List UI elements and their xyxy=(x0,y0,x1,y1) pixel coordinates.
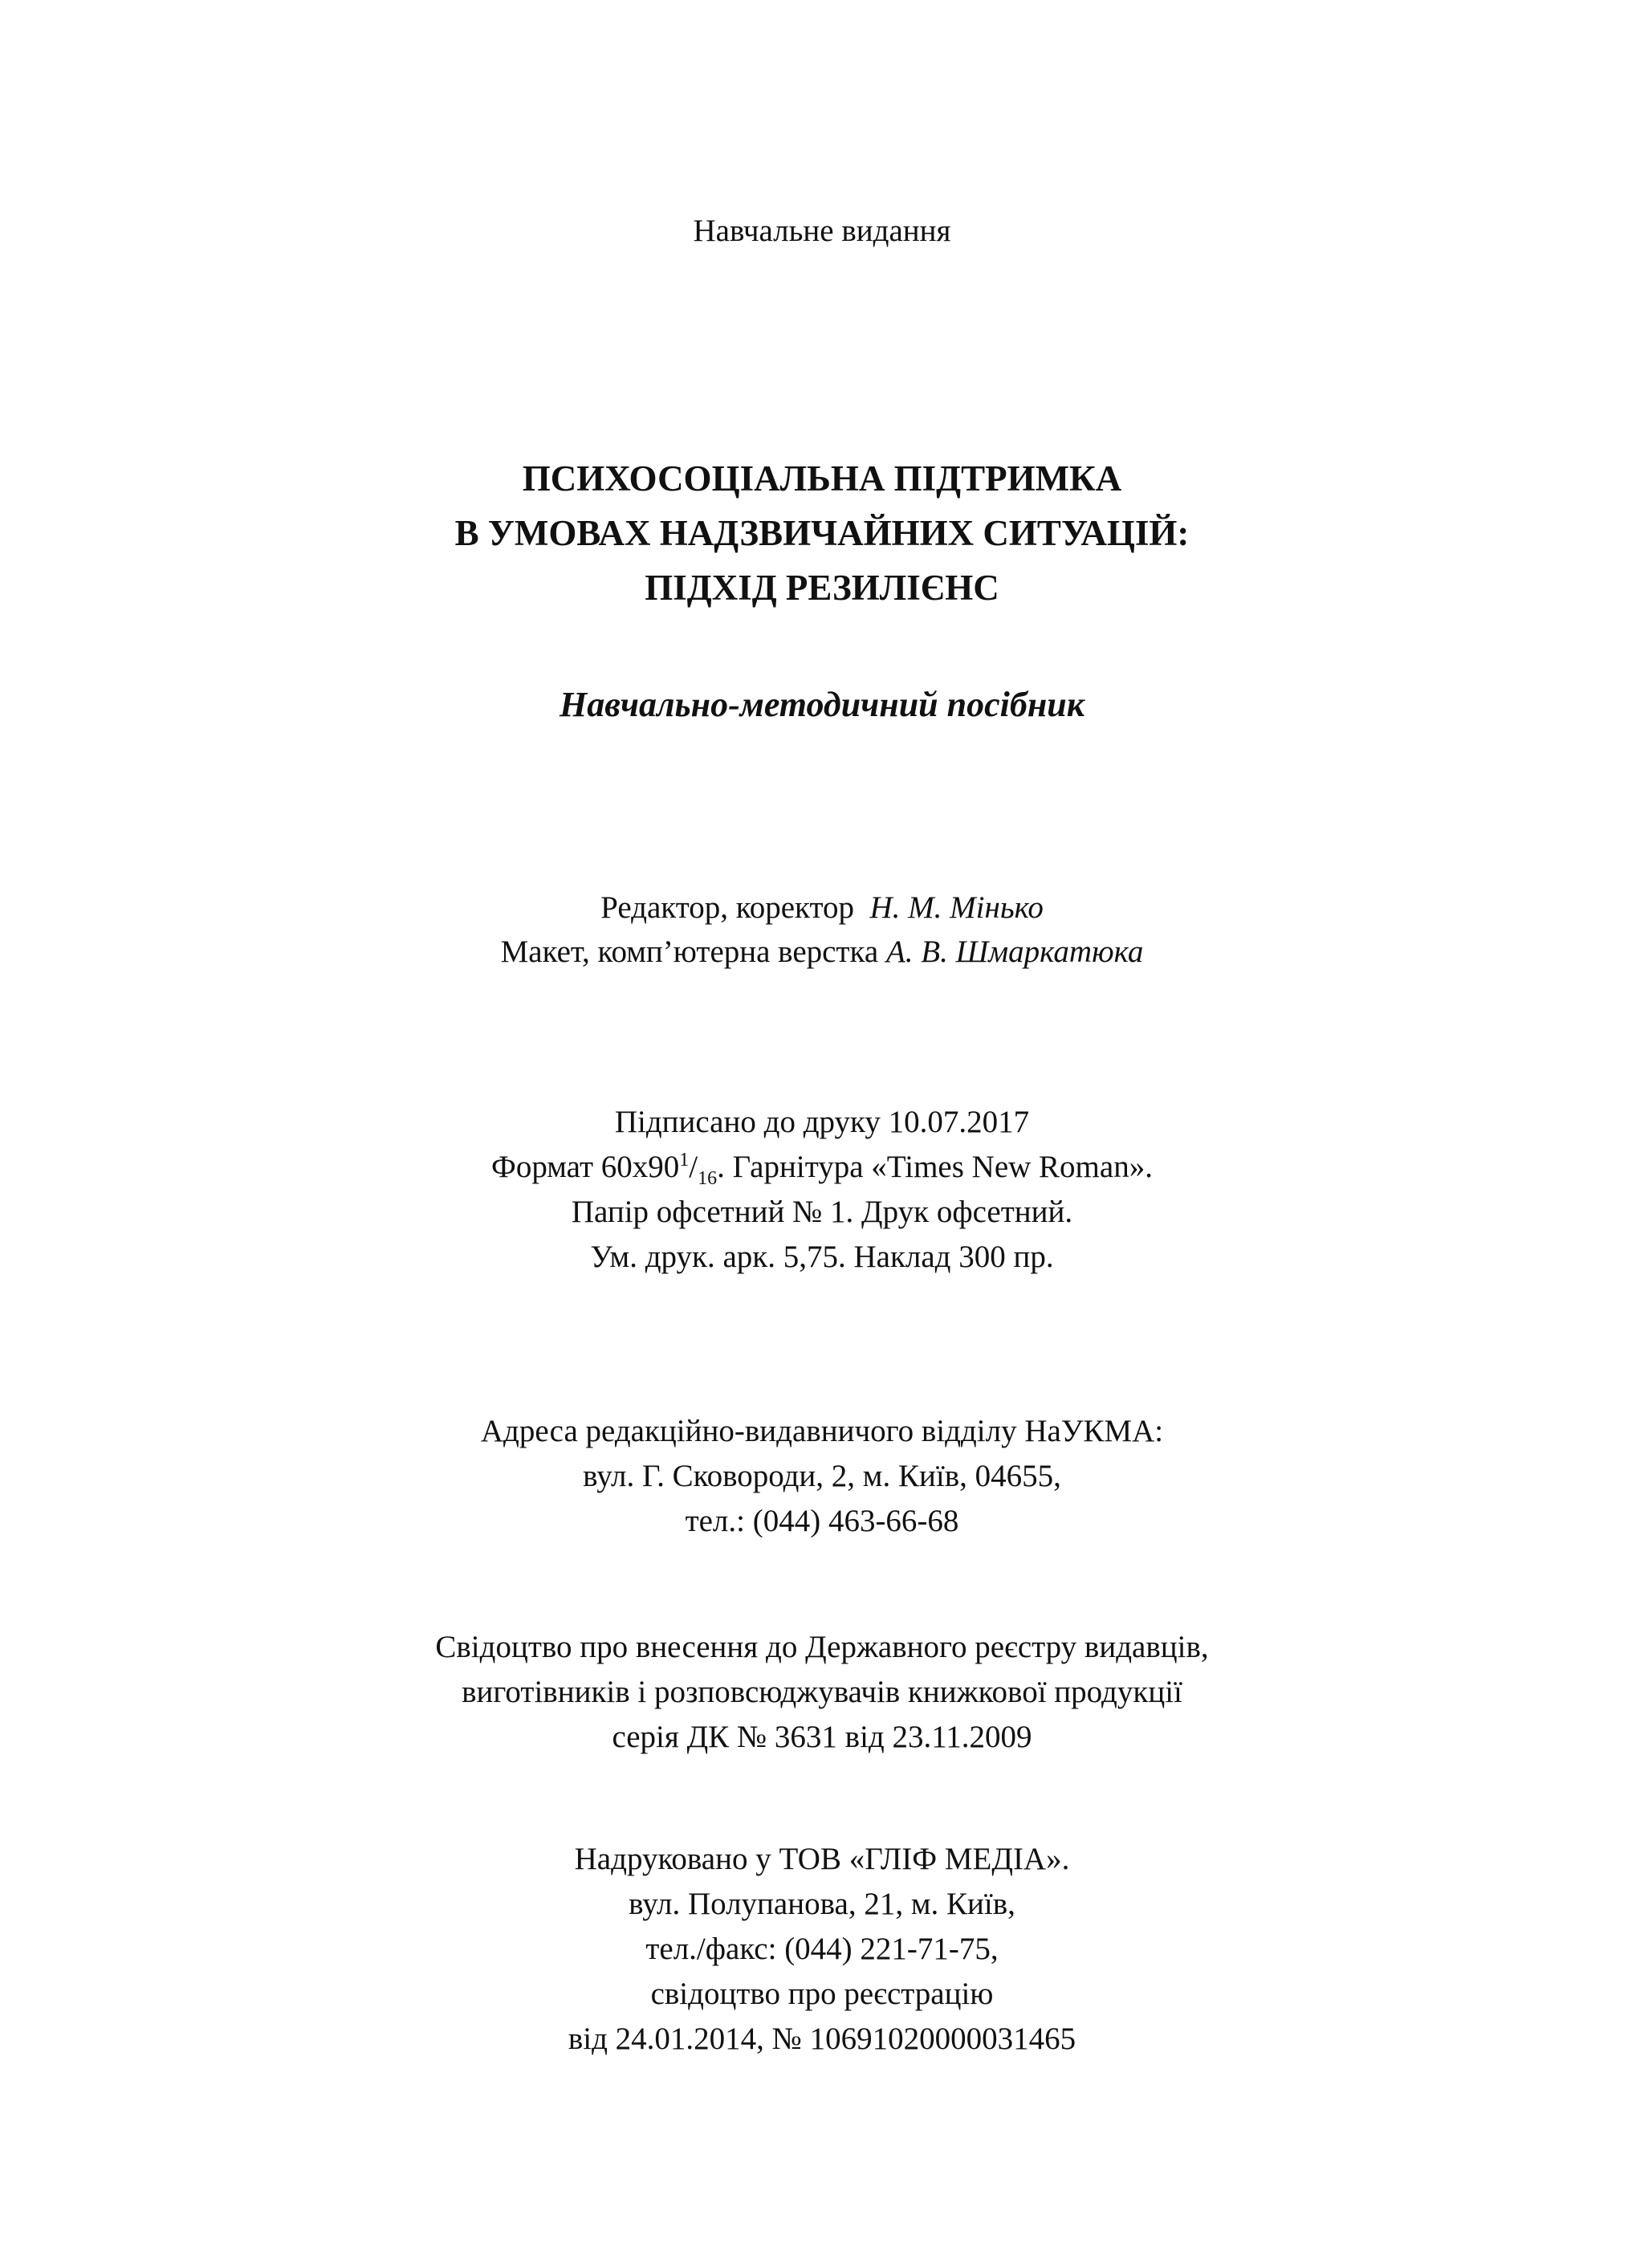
format-line xyxy=(0,1145,1644,1190)
layout-credit xyxy=(0,930,1644,974)
printer-line: вул. Полупанова, 21, м. Київ, xyxy=(629,1887,1015,1921)
publisher-address xyxy=(0,1409,1644,1544)
editor-credit xyxy=(0,886,1644,930)
editor-role: Редактор, коректор xyxy=(600,890,854,925)
edition-type-text: Навчальне видання xyxy=(693,214,951,248)
title-line: В УМОВАХ НАДЗВИЧАЙНИХ СИТУАЦІЙ: xyxy=(454,513,1190,553)
format-prefix: Формат 60х90 xyxy=(491,1150,680,1184)
printer-line: тел./факс: (044) 221-71-75, xyxy=(645,1932,999,1966)
title-line: ПІДХІД РЕЗИЛІЄНС xyxy=(645,568,999,608)
volume-info: Ум. друк. арк. 5,75. Наклад 300 пр. xyxy=(590,1240,1054,1274)
signed-date: Підписано до друку 10.07.2017 xyxy=(614,1105,1030,1139)
printer-line: від 24.01.2014, № 10691020000031465 xyxy=(568,2022,1076,2056)
editor-name: Н. М. Мінько xyxy=(869,890,1044,925)
address-line: тел.: (044) 463-66-68 xyxy=(685,1504,959,1538)
book-subtitle xyxy=(0,681,1644,729)
subtitle-text: Навчально-методичний посібник xyxy=(559,685,1085,724)
print-info xyxy=(0,1100,1644,1280)
registry-certificate xyxy=(0,1625,1644,1760)
certificate-line: серія ДК № 3631 від 23.11.2009 xyxy=(612,1720,1032,1754)
paper-info: Папір офсетний № 1. Друк офсетний. xyxy=(571,1195,1073,1229)
address-line: вул. Г. Сковороди, 2, м. Київ, 04655, xyxy=(583,1459,1061,1493)
book-title xyxy=(0,451,1644,615)
title-line: ПСИХОСОЦІАЛЬНА ПІДТРИМКА xyxy=(522,458,1122,499)
layout-role: Макет, комп’ютерна верстка xyxy=(500,934,879,969)
format-separator: / xyxy=(689,1150,698,1184)
format-suffix: . Гарнітура «Times New Roman». xyxy=(717,1150,1153,1184)
certificate-line: виготівників і розповсюджувачів книжкової продукції xyxy=(462,1675,1182,1709)
printer-line: свідоцтво про реєстрацію xyxy=(650,1977,994,2011)
layout-name: А. В. Шмаркатюка xyxy=(885,934,1144,969)
certificate-line: Свідоцтво про внесення до Державного реєстру видавців, xyxy=(435,1630,1209,1664)
address-line: Адреса редакційно-видавничого відділу НаУКМА: xyxy=(480,1414,1164,1448)
format-denominator: 16 xyxy=(698,1167,718,1189)
edition-type xyxy=(0,210,1644,252)
format-numerator: 1 xyxy=(679,1150,690,1171)
printer-info xyxy=(0,1837,1644,2062)
printer-line: Надруковано у ТОВ «ГЛІФ МЕДІА». xyxy=(574,1842,1070,1876)
credits xyxy=(0,886,1644,974)
